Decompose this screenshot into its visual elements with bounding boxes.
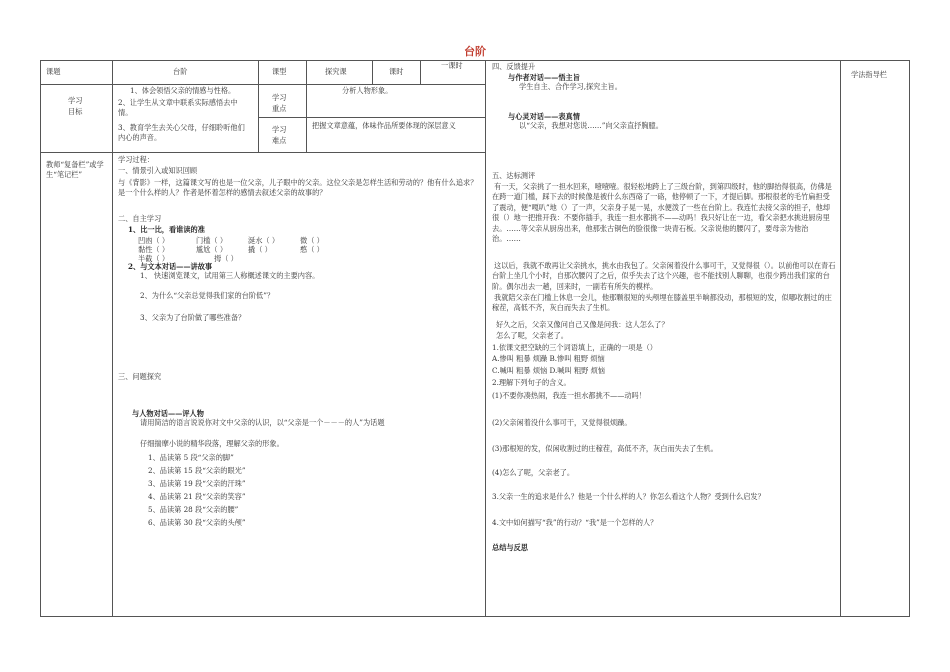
list-item: 3、品读第 19 段“父亲的汗珠” (148, 479, 246, 488)
s2-sub1: 1、比一比，看谁读的准 (128, 225, 205, 234)
s5-title: 五、达标测评 (492, 171, 536, 180)
test-question-2-1: (1)不要你凑热闹，我连一担水都挑不——动吗！ (492, 391, 646, 400)
goals-label-2: 目标 (68, 107, 83, 116)
s4-sub1-text: 学生自主、合作学习,探究主旨。 (519, 82, 622, 91)
list-item: 4、品读第 21 段“父亲的笑容” (148, 492, 246, 501)
goal-item-2: 2、让学生从文章中联系实际感悟去中情。 (118, 98, 238, 118)
test-options-ab: A.惨叫 粗暴 烦躁 B.惨叫 粗野 烦恼 (492, 354, 605, 363)
keshi-label: 课时 (389, 67, 404, 76)
word-7: 撬（ ） (248, 245, 272, 254)
s3-text-2: 仔细揣摩小说的精华段落，理解父亲的形象。 (140, 439, 284, 448)
goal-item-1: 1、体会领悟父亲的情感与性格。 (130, 86, 236, 95)
question-2: 2、为什么“父亲总觉得我们家的台阶低”？ (140, 291, 275, 300)
passage-5: 怎么了呢，父亲老了。 (496, 331, 568, 340)
word-6: 尴尬（ ） (196, 245, 228, 254)
nandian-label-2: 难点 (272, 136, 287, 145)
s3-text: 请用简洁的语言说说你对文中父亲的认识，以“父亲是一个－－－的人”为话题 (140, 418, 385, 427)
list-item: 1、品读第 5 段“父亲的脚” (148, 453, 234, 462)
list-item: 2、品读第 15 段“父亲的眼光” (148, 466, 246, 475)
word-3: 涎水（ ） (248, 236, 280, 245)
word-10: 拇（ ） (214, 254, 238, 263)
word-2: 门槛（ ） (196, 236, 228, 245)
s4-sub2: 与心灵对话——表真情 (508, 112, 580, 121)
notes-label: 教师“复备栏”或学生“笔记栏” (46, 160, 104, 180)
zhongdian-label-2: 重点 (272, 104, 287, 113)
test-question-2-4: (4)怎么了呢，父亲老了。 (492, 468, 575, 477)
test-question-2-3: (3)那根短的发，似闲收割过的庄稼茬，高低不齐，灰白而失去了生机。 (492, 444, 718, 453)
nandian-label-1: 学习 (272, 125, 287, 134)
nandian-text: 把握文章意蕴，体味作品所要体现的深层意义 (312, 121, 456, 130)
list-item: 6、品读第 30 段“父亲的头颅” (148, 518, 246, 527)
kexing-label: 课型 (272, 67, 287, 76)
passage-3: 我就陪父亲在门槛上休息一会儿，他那颗很短的头颅埋在膝盖里半晌都没动，那根短的发，似哪收割过的庄稼茬，高低不齐，灰白而失去了生机。 (492, 293, 832, 313)
passage-4: 好久之后，父亲又像问自己又像是问我：这人怎么了？ (496, 320, 669, 329)
study-guide-label: 学法指导栏 (851, 70, 887, 79)
s4-title: 四、反馈提升 (492, 62, 536, 71)
keshi-value: 一课时 (441, 61, 463, 70)
keti-label: 课题 (46, 67, 61, 76)
s2-sub2: 2、与文本对话——讲故事 (128, 262, 213, 271)
list-item: 5、品读第 28 段“父亲的腰” (148, 505, 239, 514)
zhongdian-label-1: 学习 (272, 93, 287, 102)
s4-sub1: 与作者对话——悟主旨 (508, 73, 580, 82)
summary-heading: 总结与反思 (492, 543, 528, 552)
goal-item-3: 3、教育学生去关心父母，仔细聆听他们内心的声音。 (118, 123, 245, 143)
goals-label-1: 学习 (68, 96, 83, 105)
question-1: 1、 快速浏览课文，试用第三人称概述课文的主要内容。 (140, 271, 320, 280)
s3-title: 三、问题探究 (118, 372, 162, 381)
s4-sub2-text: 以“父亲，我想对您说……”向父亲直抒胸臆。 (519, 121, 663, 130)
process-heading: 学习过程： (118, 155, 154, 164)
s1-text: 与《背影》一样，这篇课文写的也是一位父亲，儿子眼中的父亲。这位父亲是怎样生活和劳动的？他有什么追求？是一个什么样的人？作者是怀着怎样的感情去叙述父亲的故事的？ (118, 178, 478, 198)
s3-sub: 与人物对话——评人物 (132, 409, 204, 418)
s1-title: 一、情景引入或知识回顾 (118, 166, 198, 175)
passage-1: 有一天，父亲挑了一担水回来，噎噎噎。很轻松地跨上了三级台阶，到第四级时，他的脚抬得很高，仿佛是在跨一道门槛，踩下去的时候像是被什么东西硌了一硌，他停顿了一下，才提后脚。那根很老的毛竹扁担受了震动，便“嘎叭”地（）了一声，父亲身子晃一晃，水便泼了一些在台阶上。我连忙去接父亲的担子，他却很（）地一把推开我：不要你插手，我连一担水都挑不——动吗！我只好让在一边，看父亲把水挑进厨房里去。……等父亲从厨房出来，他那张古铜色的脸很像一块青石板。父亲说他的腰闪了，要母亲为他治治。…… (492, 182, 832, 244)
word-9: 半截（ ） (138, 254, 170, 263)
test-question-2: 2.理解下列句子的含义。 (492, 378, 571, 387)
test-question-1: 1.依课文把空缺的三个词语填上，正确的一项是（） (492, 343, 657, 352)
word-5: 黏性（ ） (138, 245, 170, 254)
keti-value: 台阶 (173, 67, 188, 76)
s2-title: 二、自主学习 (118, 214, 162, 223)
page-title: 台阶 (464, 45, 486, 58)
test-options-cd: C.喊叫 粗暴 烦恼 D.喊叫 粗野 烦恼 (492, 366, 605, 375)
kexing-value: 探究课 (325, 67, 347, 76)
word-8: 憨（ ） (300, 245, 324, 254)
test-question-2-2: (2)父亲闲着没什么事可干，又觉得很烦躁。 (492, 418, 632, 427)
passage-2: 这以后，我就不敢再让父亲挑水，挑水由我包了。父亲闲着没什么事可干，又觉得很（）。以前他可以在青石台阶上坐几个小时，自那次腰闪了之后，似乎失去了这个兴趣，也不能找别人聊聊，也很少跨出我们家的台阶。偶尔出去一趟，回来时，一副若有所失的模样。 (492, 261, 836, 291)
question-3: 3、父亲为了台阶做了哪些准备？ (140, 313, 246, 322)
word-4: 微（ ） (300, 236, 324, 245)
test-question-3: 3.父亲一生的追求是什么？他是一个什么样的人？你怎么看这个人物？受到什么启发？ (492, 492, 765, 501)
zhongdian-text: 分析人物形象。 (342, 86, 393, 95)
word-1: 凹凼（ ） (138, 236, 170, 245)
test-question-4: 4.文中如何描写“我”的行动？“我”是一个怎样的人？ (492, 518, 658, 527)
